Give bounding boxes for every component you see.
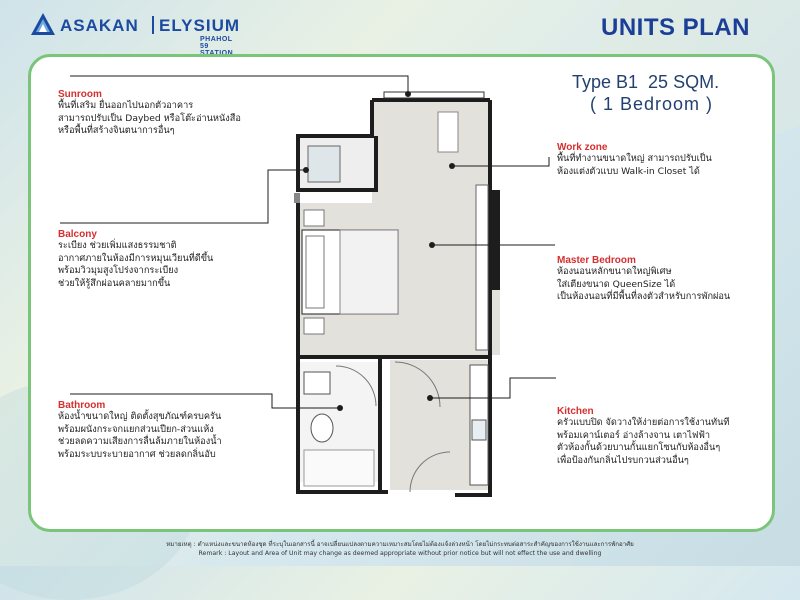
annotation-line: ครัวแบบปิด จัดวางให้ง่ายต่อการใช้งานทันที [557,417,730,428]
annotation-line: เพื่อป้องกันกลิ่นไปรบกวนส่วนอื่นๆ [557,454,689,466]
leader-workzone [452,157,549,166]
annotation-line: พื้นที่เสริม ยื่นออกไปนอกตัวอาคาร [58,100,194,111]
leader-dot-bathroom [337,405,343,411]
annotation-kitchen [557,406,729,467]
annotation-title: Master Bedroom [557,255,636,266]
brand-name-left: ASAKAN [60,16,139,35]
annotation-bathroom [58,400,222,461]
annotation-title: Kitchen [557,406,594,417]
annotation-line: ช่วยให้รู้สึกผ่อนคลายมากขึ้น [58,277,171,289]
annotation-work-zone [557,142,712,178]
leader-dot-workzone [449,163,455,169]
annotation-balcony [58,229,213,290]
brand-subtitle: PHAHOL 59 [200,36,233,50]
annotation-line: หรือพื้นที่สร้างจินตนาการอื่นๆ [58,125,175,136]
annotation-line: อากาศภายในห้องมีการหมุนเวียนที่ดีขึ้น [58,252,214,264]
leader-kitchen [430,378,556,398]
annotation-line: ห้องแต่งตัวแบบ Walk-in Closet ได้ [557,165,700,177]
leader-dot-balcony [303,167,309,173]
annotation-title: Sunroom [58,89,102,100]
unit-bedroom-label: ( 1 Bedroom ) [590,94,714,114]
leader-dot-sunroom [405,91,411,97]
annotation-sunroom [58,89,241,138]
leader-dot-bedroom [429,242,435,248]
annotation-line: สามารถปรับเป็น Daybed หรือโต๊ะอ่านหนังสือ [58,112,241,124]
brand-name-right: ELYSIUM [159,16,241,35]
annotation-line: พื้นที่ทำงานขนาดใหญ่ สามารถปรับเป็น [557,153,712,164]
annotation-line: ระเบียง ช่วยเพิ่มแสงธรรมชาติ [58,240,177,251]
annotation-master-bedroom [557,255,730,304]
unit-type-label: Type B1 25 SQM. [572,72,720,92]
page-title: UNITS PLAN [601,14,750,41]
footer-note-thai: หมายเหตุ : ตำแหน่งและขนาดห้องชุด ที่ระบุในเอกสารนี้ อาจเปลี่ยนแปลงตามความเหมาะสมโดยไม่ต้องแจ้งล่วงหน้า โดยไม่กระทบต่อสาระสำคัญของการใช้งานและการพักอาศัย [166,541,634,548]
footer-remark: Remark : Layout and Area of Unit may change as deemed appropriate without prior notice but will not effect the use and dwelling [198,550,602,557]
annotation-title: Work zone [557,142,608,153]
annotation-line: พร้อมระบบระบายอากาศ ช่วยลดกลิ่นอับ [58,448,216,460]
annotation-line: ช่วยลดความเสียงการลื่นล้มภายในห้องน้ำ [58,436,222,447]
annotation-line: พร้อมวิวมุมสูงโปร่งจากระเบียง [58,265,179,276]
annotation-line: ห้องน้ำขนาดใหญ่ ติดตั้งสุขภัณฑ์ครบครัน [58,411,222,422]
annotation-title: Bathroom [58,400,106,411]
annotation-line: ตัวห้องกั้นด้วยบานกั้นแยกโซนกับห้องอื่นๆ [557,442,721,453]
annotation-line: ใส่เตียงขนาด QueenSize ได้ [557,278,676,290]
annotation-line: พร้อมผนังกระจกแยกส่วนเปียก-ส่วนแห้ง [58,423,214,435]
annotation-line: พร้อมเคาน์เตอร์ อ่างล้างจาน เตาไฟฟ้า [557,429,711,441]
annotation-title: Balcony [58,229,97,240]
leader-balcony [60,170,306,223]
leader-dot-kitchen [427,395,433,401]
annotation-line: ห้องนอนหลักขนาดใหญ่พิเศษ [557,266,672,277]
annotation-line: เป็นห้องนอนที่มีพื้นที่ลงตัวสำหรับการพักผ่อน [557,291,731,302]
